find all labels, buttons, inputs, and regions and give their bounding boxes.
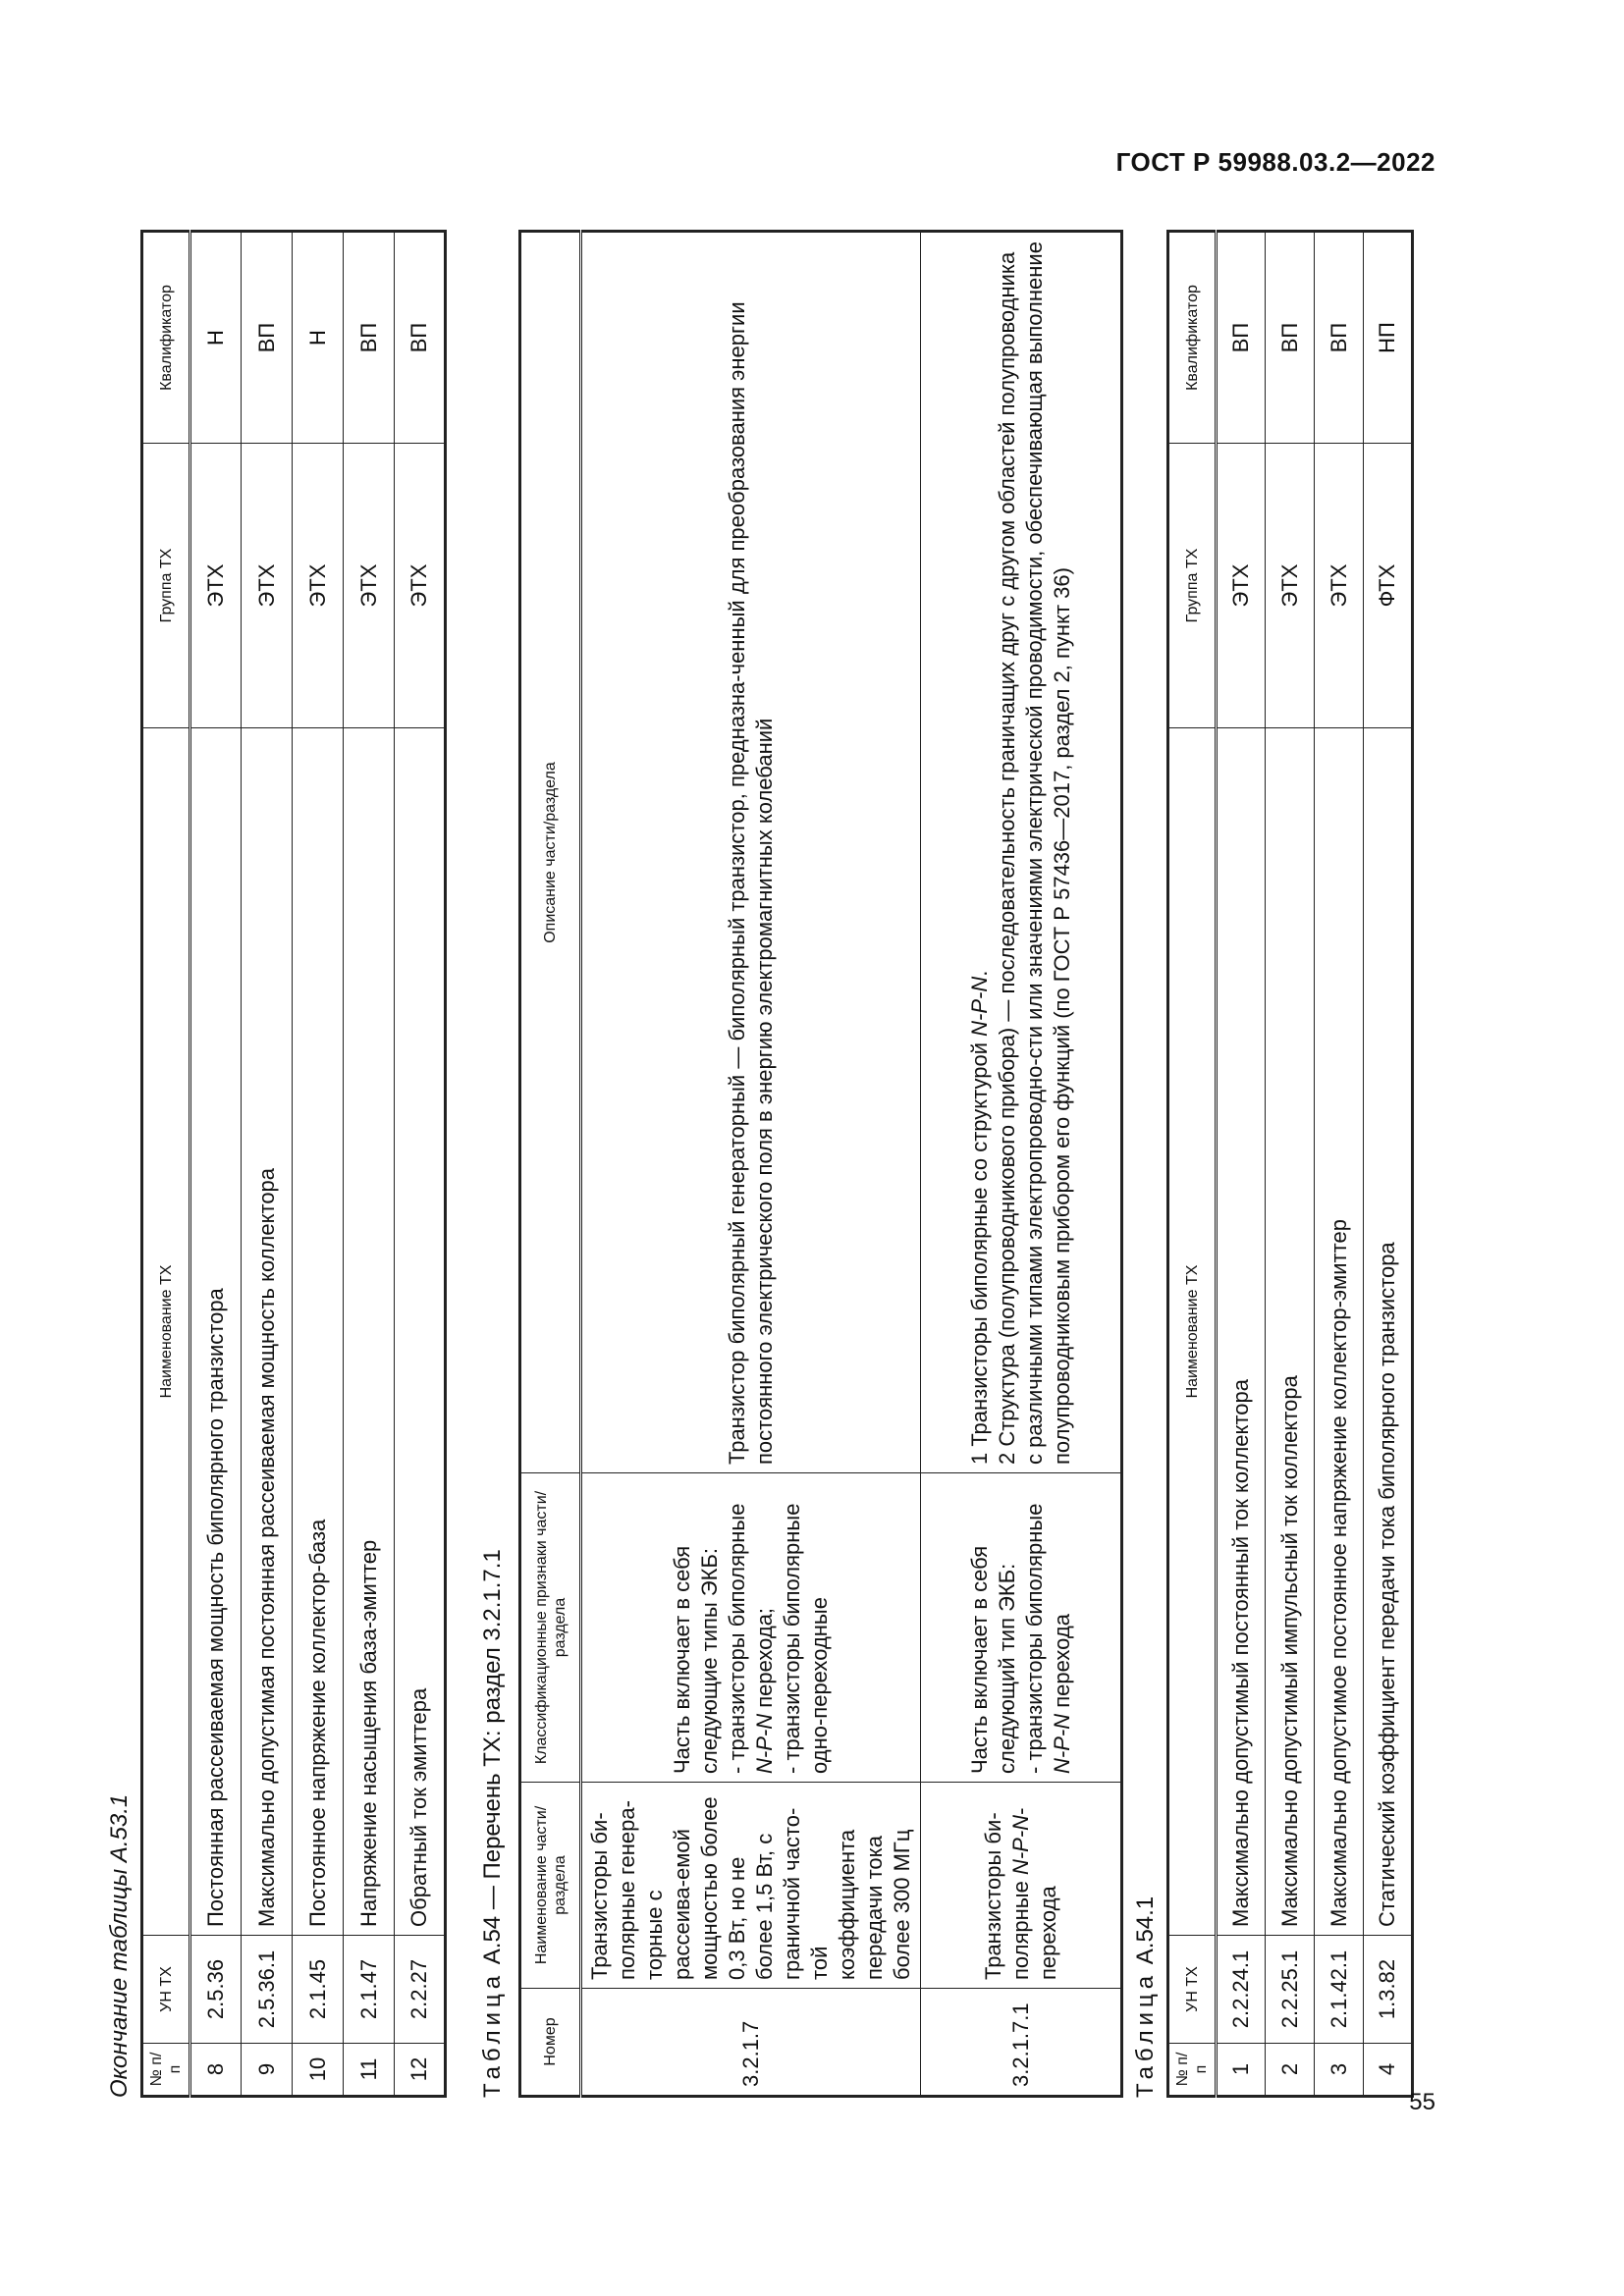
cell-qualifier: Н [190, 232, 242, 444]
col-header-un: УН ТХ [142, 1936, 190, 2044]
cell-group: ЭТХ [190, 444, 242, 728]
col-header-qualifier: Квалификатор [1168, 232, 1217, 444]
table-row [293, 232, 344, 2097]
cell-un: 2.2.25.1 [1266, 1936, 1315, 2044]
table-row [1315, 232, 1364, 2097]
cell-class-features [921, 1473, 1122, 1783]
cell-group: ЭТХ [1217, 444, 1266, 728]
col-header-un: УН ТХ [1168, 1936, 1217, 2044]
cell-name: Обратный ток эмиттера [395, 728, 446, 1936]
desc-line-1 [966, 240, 994, 1465]
cell-group: ЭТХ [1315, 444, 1364, 728]
cell-qualifier: ВП [344, 232, 395, 444]
cell-num: 11 [344, 2044, 395, 2097]
cell-qualifier: ВП [1217, 232, 1266, 444]
cell-qualifier: ВП [242, 232, 293, 444]
col-header-description: Описание части/раздела [520, 232, 581, 1473]
col-header-name: Наименование ТХ [1168, 728, 1217, 1936]
table-a53-1 [140, 230, 447, 2098]
table-row [1266, 232, 1315, 2097]
class-item: - транзисторы биполярные одно-переходные [780, 1503, 832, 1774]
page-number: 55 [1409, 2089, 1435, 2115]
cell-num: 1 [1217, 2044, 1266, 2097]
cell-part-name [921, 1783, 1122, 1989]
cell-un: 1.3.82 [1364, 1936, 1413, 2044]
table-row [1364, 232, 1413, 2097]
cell-number: 3.2.1.7.1 [921, 1989, 1122, 2097]
table-row [242, 232, 293, 2097]
cell-qualifier: НП [1364, 232, 1413, 444]
desc-line-2: 2 Структура (полупроводникового прибора) — последовательность граничащих друг с другом областей полупроводника с различными типами электропроводно-сти или значениями электрической проводимости, обеспечивающая выполнение полупроводниковым прибором его функций (по ГОСТ Р 57436—2017, раздел 2, пункт 36) [994, 241, 1074, 1465]
desc-text: 1 Транзисторы биполярные со структурой [966, 1036, 992, 1465]
table-row [190, 232, 242, 2097]
cell-name: Постоянная рассеиваемая мощность биполярного транзистора [190, 728, 242, 1936]
name-text: Транзисторы би-полярные [980, 1812, 1033, 1980]
cell-name: Максимально допустимый постоянный ток коллектора [1217, 728, 1266, 1936]
table-a54 [518, 230, 1123, 2098]
cell-num: 8 [190, 2044, 242, 2097]
standard-designation: ГОСТ Р 59988.03.2—2022 [1115, 147, 1435, 177]
cell-un: 2.2.24.1 [1217, 1936, 1266, 2044]
cell-num: 3 [1315, 2044, 1364, 2097]
table-header-row [142, 232, 190, 2097]
col-header-group: Группа ТХ [142, 444, 190, 728]
table-a54-caption [479, 1549, 507, 2098]
table-a53-1-caption: Окончание таблицы А.53.1 [106, 1793, 133, 2098]
cell-part-name: Транзисторы би-полярные генера-торные с рассеива-емой мощностью более 0,3 Вт, но не более 1,5 Вт, с граничной часто-той коэффициента передачи тока более 300 МГц [581, 1783, 921, 1989]
cell-name: Статический коэффициент передачи тока биполярного транзистора [1364, 728, 1413, 1936]
cell-un: 2.5.36 [190, 1936, 242, 2044]
cell-num: 12 [395, 2044, 446, 2097]
cell-group: ЭТХ [344, 444, 395, 728]
col-header-part-name: Наименование части/ раздела [520, 1783, 581, 1989]
table-row [395, 232, 446, 2097]
cell-un: 2.1.45 [293, 1936, 344, 2044]
cell-qualifier: ВП [395, 232, 446, 444]
npn-italic: N-P-N [1007, 1814, 1033, 1876]
cell-qualifier: ВП [1266, 232, 1315, 444]
cell-un: 2.2.27 [395, 1936, 446, 2044]
table-header-row [520, 232, 581, 2097]
cell-num: 4 [1364, 2044, 1413, 2097]
class-item-cont [751, 1481, 779, 1774]
cell-num: 9 [242, 2044, 293, 2097]
cell-group: ФТХ [1364, 444, 1413, 728]
cell-description: Транзистор биполярный генераторный — биполярный транзистор, предназна-ченный для преобразования энергии постоянного электрического поля в энергию электромагнитных колебаний [581, 232, 921, 1473]
npn-italic: N-P-N [1049, 1713, 1074, 1774]
desc-tail: . [966, 970, 992, 977]
col-header-number: Номер [520, 1989, 581, 2097]
rotated-page-content [106, 203, 1422, 2098]
cell-name: Максимально допустимая постоянная рассеиваемая мощность коллектора [242, 728, 293, 1936]
col-header-class-features: Классификационные признаки части/ раздела [520, 1473, 581, 1783]
cell-group: ЭТХ [293, 444, 344, 728]
name-tail: -перехода [1007, 1807, 1060, 1980]
table-a54-1-caption [1132, 1896, 1160, 2098]
cell-un: 2.1.47 [344, 1936, 395, 2044]
class-intro: Часть включает в себя следующие типы ЭКБ: [670, 1545, 722, 1774]
cell-un: 2.5.36.1 [242, 1936, 293, 2044]
cell-description [921, 232, 1122, 1473]
cell-name: Максимально допустимый импульсный ток коллектора [1266, 728, 1315, 1936]
cell-qualifier: ВП [1315, 232, 1364, 444]
cell-un: 2.1.42.1 [1315, 1936, 1364, 2044]
table-a54-title: А.54 — Перечень ТХ: раздел 3.2.1.7.1 [479, 1549, 506, 1971]
npn-italic: N-P-N [752, 1713, 777, 1774]
npn-italic: N-P-N [966, 976, 992, 1037]
cell-name: Напряжение насыщения база-эмиттер [344, 728, 395, 1936]
col-header-num: № п/п [142, 2044, 190, 2097]
cell-qualifier: Н [293, 232, 344, 444]
table-a54-1-title: А.54.1 [1132, 1896, 1159, 1971]
cell-group: ЭТХ [1266, 444, 1315, 728]
class-item: - транзисторы биполярные [1021, 1503, 1047, 1774]
cell-name: Постоянное напряжение коллектор-база [293, 728, 344, 1936]
cell-name: Максимально допустимое постоянное напряжение коллектор-эмиттер [1315, 728, 1364, 1936]
table-header-row [1168, 232, 1217, 2097]
col-header-name: Наименование ТХ [142, 728, 190, 1936]
class-item-tail: перехода [1049, 1614, 1074, 1714]
table-row [921, 232, 1122, 2097]
class-item-cont [1049, 1481, 1076, 1774]
cell-number: 3.2.1.7 [581, 1989, 921, 2097]
table-row [344, 232, 395, 2097]
col-header-num: № п/п [1168, 2044, 1217, 2097]
col-header-group: Группа ТХ [1168, 444, 1217, 728]
table-word: Таблица [479, 1970, 506, 2098]
cell-class-features [581, 1473, 921, 1783]
table-word: Таблица [1132, 1970, 1159, 2098]
table-row [581, 232, 921, 2097]
col-header-qualifier: Квалификатор [142, 232, 190, 444]
class-intro: Часть включает в себя следующий тип ЭКБ: [966, 1545, 1019, 1774]
cell-group: ЭТХ [242, 444, 293, 728]
class-item-tail: перехода; [752, 1607, 777, 1714]
cell-num: 2 [1266, 2044, 1315, 2097]
class-item: - транзисторы биполярные [725, 1503, 749, 1774]
table-a54-1 [1166, 230, 1414, 2098]
cell-num: 10 [293, 2044, 344, 2097]
cell-group: ЭТХ [395, 444, 446, 728]
table-row [1217, 232, 1266, 2097]
